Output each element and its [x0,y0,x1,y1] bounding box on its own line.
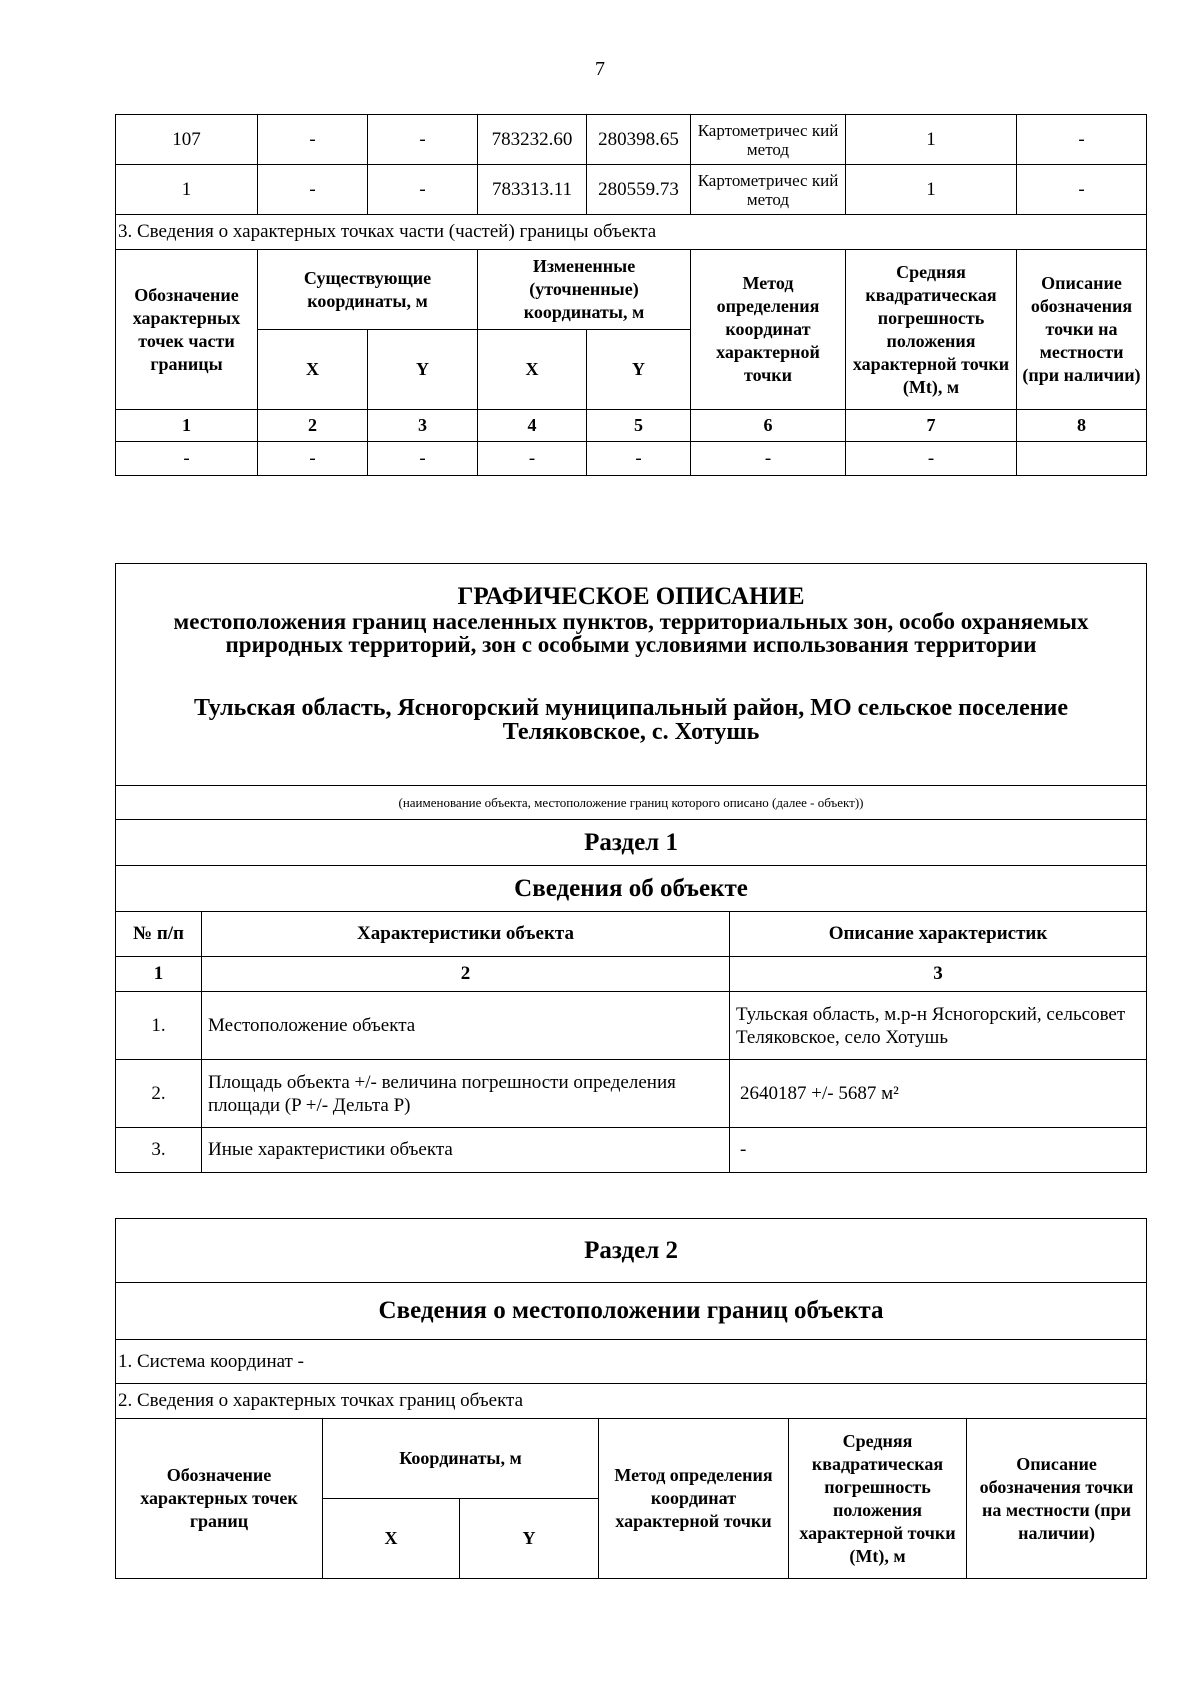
row-name: Иные характеристики объекта [202,1128,730,1173]
section1-title: Сведения об объекте [116,866,1147,912]
header-method: Метод определения координат характерной точки [599,1419,789,1579]
column-number: 8 [1017,410,1147,442]
header-description: Описание обозначения точки на местности (при наличии) [1017,250,1147,410]
header-error: Средняя квадратическая погрешность положения характерной точки (Mt), м [846,250,1017,410]
table-cell: - [478,442,587,476]
header-point: Обозначение характерных точек границ [116,1419,323,1579]
column-number: 2 [258,410,368,442]
table-row [116,1128,1147,1173]
table-cell: Картометричес кий метод [691,165,846,215]
header-y: Y [587,330,691,410]
column-number: 5 [587,410,691,442]
table-row [116,442,1147,476]
column-number: 1 [116,410,258,442]
table-cell: - [691,442,846,476]
table-cell: - [258,442,368,476]
table-cell: 107 [116,115,258,165]
header-coordinates: Координаты, м [323,1419,599,1499]
graphic-description [115,563,1146,1173]
column-header-number: № п/п [116,912,202,957]
section2-heading: Раздел 2 [116,1219,1147,1283]
graphic-subtitle: местоположения границ населенных пунктов, территориальных зон, особо охраняемых природных территорий, зон с особыми условиями использования территории [173,609,1089,657]
column-header-characteristics: Характеристики объекта [202,912,730,957]
header-y: Y [460,1499,599,1579]
column-number: 1 [116,957,202,992]
header-method: Метод определения координат характерной точки [691,250,846,410]
column-number: 6 [691,410,846,442]
column-number: 2 [202,957,730,992]
table-cell: 1 [846,165,1017,215]
graphic-note: (наименование объекта, местоположение границ которого описано (далее - объект)) [116,786,1147,820]
page-number: 7 [595,58,605,80]
table-cell: 280398.65 [587,115,691,165]
points-title: 2. Сведения о характерных точках границ объекта [116,1384,1147,1419]
table-row [116,115,1147,165]
header-changed: Измененные (уточненные) координаты, м [478,250,691,330]
row-value: - [730,1128,1147,1173]
column-number: 4 [478,410,587,442]
row-number: 1. [116,992,202,1060]
row-number: 2. [116,1060,202,1128]
row-name: Местоположение объекта [202,992,730,1060]
row-name: Площадь объекта +/- величина погрешности определения площади (P +/- Дельта P) [202,1060,730,1128]
table-cell: 280559.73 [587,165,691,215]
column-number: 3 [730,957,1147,992]
table-cell: 1 [116,165,258,215]
table-cell [1017,442,1147,476]
column-number: 7 [846,410,1017,442]
table-cell: Картометричес кий метод [691,115,846,165]
table-row [116,992,1147,1060]
section2-table [115,1218,1147,1579]
row-value: 2640187 +/- 5687 м² [730,1060,1147,1128]
table-row [116,165,1147,215]
table-cell: - [1017,165,1147,215]
header-point: Обозначение характерных точек части границы [116,250,258,410]
table-cell: 1 [846,115,1017,165]
header-description: Описание обозначения точки на местности (при наличии) [967,1419,1147,1579]
header-y: Y [368,330,478,410]
table-row [116,1060,1147,1128]
table-cell: - [368,115,478,165]
table-cell: - [1017,115,1147,165]
section2-title: Сведения о местоположении границ объекта [116,1283,1147,1340]
table-cell: - [258,115,368,165]
table-cell: - [587,442,691,476]
coordinate-system: 1. Система координат - [116,1340,1147,1384]
row-value: Тульская область, м.р-н Ясногорский, сельсовет Теляковское, село Хотушь [730,992,1147,1060]
header-x: X [323,1499,460,1579]
column-number: 3 [368,410,478,442]
table-cell: 783313.11 [478,165,587,215]
graphic-title: ГРАФИЧЕСКОЕ ОПИСАНИЕ [457,583,805,610]
header-existing: Существующие координаты, м [258,250,478,330]
boundary-points-table [115,114,1147,476]
header-x: X [478,330,587,410]
header-error: Средняя квадратическая погрешность положения характерной точки (Mt), м [789,1419,967,1579]
table-cell: - [846,442,1017,476]
table-cell: - [368,442,478,476]
row-number: 3. [116,1128,202,1173]
table-cell: - [258,165,368,215]
table-cell: - [116,442,258,476]
table-cell: 783232.60 [478,115,587,165]
graphic-location: Тульская область, Ясногорский муниципальный район, МО сельское поселение Теляковское, с. Хотушь [193,695,1069,745]
table-cell: - [368,165,478,215]
header-x: X [258,330,368,410]
column-header-description: Описание характеристик [730,912,1147,957]
section3-title: 3. Сведения о характерных точках части (частей) границы объекта [116,215,1147,250]
section1-heading: Раздел 1 [116,820,1147,866]
